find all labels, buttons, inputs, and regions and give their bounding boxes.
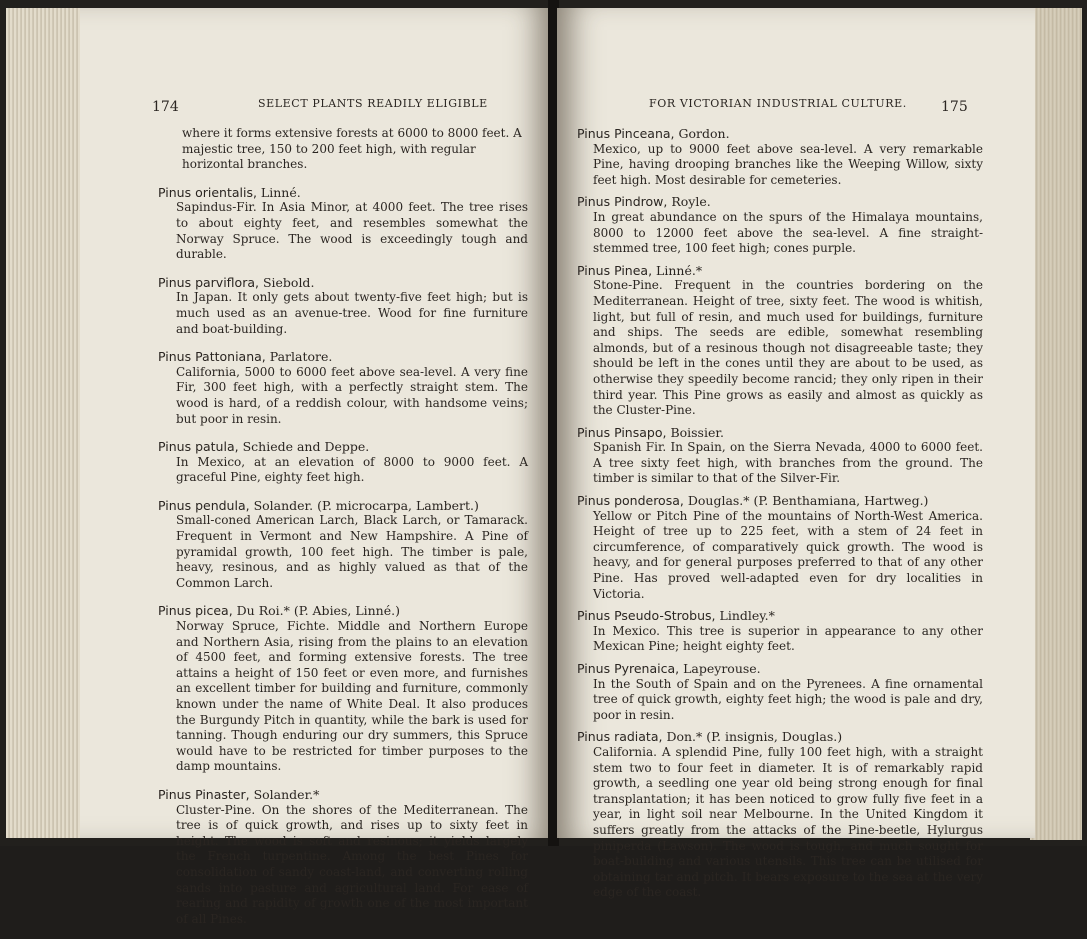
- species-entry: [577, 493, 983, 602]
- left-page-text: [158, 126, 528, 939]
- species-name: Pinus patula,: [158, 439, 239, 455]
- species-description: Norway Spruce, Fichte. Middle and Northern Europe and Northern Asia, rising from the plains to an elevation of 4500 feet, and forming extensive forests. The tree attains a height of 150 feet or even more, and furnishes an excellent timber for building and furniture, commonly known under the name of White Deal. It also produces the Burgundy Pitch in quantity, while the bark is used for tanning. Though enduring our dry summers, this Spruce would have to be restricted for timber purposes to the damp mountains.: [176, 619, 528, 774]
- species-description: Cluster-Pine. On the shores of the Mediterranean. The tree is of quick growth, and rises up to sixty feet in height. The wood is soft and resinous; it yields largely the French turpentine. Among the best Pines for consolidation of sandy coast-land, and converting rolling sands into pasture and agricultural land. For ease of rearing and rapidity of growth one of the most important of all Pines.: [176, 802, 528, 926]
- species-authority: Linné.*: [656, 262, 703, 278]
- species-authority: Lindley.*: [719, 608, 775, 624]
- species-description: In Japan. It only gets about twenty-five feet high; but is much used as an avenue-tree. Wood for fine furniture and boat-building.: [176, 290, 528, 336]
- species-entry: [158, 349, 528, 427]
- species-description: Yellow or Pitch Pine of the mountains of North-West America. Height of tree up to 225 feet, with a stem of 24 feet in circumference, of comparatively quick growth. The wood is heavy, and for general purposes preferred to that of any other Pine. Has proved well-adapted even for dry localities in Victoria.: [593, 508, 983, 601]
- species-name: Pinus Pinaster,: [158, 786, 250, 802]
- left-page-edges: [6, 8, 84, 838]
- species-name: Pinus Pattoniana,: [158, 349, 266, 365]
- header-title: SELECT PLANTS READILY ELIGIBLE: [258, 97, 488, 110]
- species-authority: Gordon.: [678, 126, 730, 141]
- species-entry: [158, 787, 528, 927]
- species-description: Stone-Pine. Frequent in the countries bordering on the Mediterranean. Height of tree, sixty feet. The wood is whitish, light, but full of resin, and much used for buildings, furniture and ships. The seeds are edible, somewhat resembling almonds, but of a resinous though not disagreeable taste; they should be left in the cones until they are about to be used, as otherwise they speedily become rancid; they only ripen in their third year. This Pine grows as easily and almost as quickly as the Cluster-Pine.: [593, 278, 983, 418]
- species-name: Pinus picea,: [158, 603, 233, 619]
- species-name: Pinus orientalis,: [158, 184, 257, 200]
- species-entry: [577, 729, 983, 901]
- species-description: California, 5000 to 6000 feet above sea-level. A very fine Fir, 300 feet high, with a perfectly straight stem. The wood is hard, of a reddish colour, with handsome veins; but poor in resin.: [176, 364, 528, 426]
- species-description: Mexico, up to 9000 feet above sea-level. A very remarkable Pine, having drooping branches like the Weeping Willow, sixty feet high. Most desirable for cemeteries.: [593, 141, 983, 187]
- species-entry: [158, 439, 528, 486]
- species-authority: Solander. (P. microcarpa, Lambert.): [253, 497, 479, 513]
- species-authority: Douglas.* (P. Benthamiana, Hartweg.): [687, 493, 929, 509]
- species-entry: [577, 194, 983, 256]
- species-entry: [577, 425, 983, 487]
- species-name: Pinus Pinceana,: [577, 126, 675, 141]
- species-authority: Linné.: [260, 184, 301, 200]
- species-authority: Solander.*: [253, 786, 320, 802]
- species-name: Pinus Pinea,: [577, 262, 653, 278]
- species-name: Pinus Pseudo-Strobus,: [577, 608, 716, 624]
- species-authority: Lapeyrouse.: [683, 661, 761, 676]
- species-description: California. A splendid Pine, fully 100 feet high, with a straight stem two to four feet in diameter. It is of remarkably rapid growth, a seedling one year old being strong enough for final transplantation; it has been noticed to grow fully five feet in a year, in light soil near Melbourne. In the United Kingdom it suffers greatly from the attacks of the Pine-beetle, Hylurgus piniperda (Lawson). The wood is tough, and much sought for boat-building and various utensils. This tree can be utilised for obtaining tar and pitch. It bears exposure to the sea at the very edge of the coast.: [593, 744, 983, 900]
- species-entry: [158, 603, 528, 775]
- species-name: Pinus ponderosa,: [577, 493, 684, 509]
- right-page-edges: [1030, 8, 1082, 840]
- species-description: In Mexico, at an elevation of 8000 to 9000 feet. A graceful Pine, eighty feet high.: [176, 454, 528, 485]
- species-description: Small-coned American Larch, Black Larch, or Tamarack. Frequent in Vermont and New Hampshire. A Pine of pyramidal growth, 100 feet high. The timber is pale, heavy, resinous, and as highly valued as that of the Common Larch.: [176, 513, 528, 590]
- right-page-text: [577, 126, 983, 907]
- species-entry: [577, 263, 983, 419]
- species-name: Pinus parviflora,: [158, 274, 259, 290]
- page-number: 174: [152, 99, 179, 115]
- species-name: Pinus Pindrow,: [577, 194, 668, 210]
- species-authority: Boissier.: [670, 424, 724, 440]
- species-authority: Royle.: [671, 194, 711, 210]
- left-page: [80, 8, 550, 926]
- species-description: In Mexico. This tree is superior in appearance to any other Mexican Pine; height eighty feet.: [593, 623, 983, 654]
- species-authority: Don.* (P. insignis, Douglas.): [666, 729, 843, 745]
- species-entry: [158, 498, 528, 592]
- species-authority: Du Roi.* (P. Abies, Linné.): [236, 603, 400, 619]
- species-entry: [158, 185, 528, 263]
- species-name: Pinus Pinsapo,: [577, 424, 667, 440]
- species-entry: [577, 608, 983, 655]
- species-authority: Schiede and Deppe.: [242, 439, 370, 455]
- header-title: FOR VICTORIAN INDUSTRIAL CULTURE.: [649, 97, 907, 110]
- species-entry: [577, 126, 983, 188]
- right-page: [557, 8, 1035, 900]
- species-description: Sapindus-Fir. In Asia Minor, at 4000 feet. The tree rises to about eighty feet, and resembles somewhat the Norway Spruce. The wood is exceedingly tough and durable.: [176, 200, 528, 262]
- species-name: Pinus radiata,: [577, 729, 663, 745]
- species-description: In great abundance on the spurs of the Himalaya mountains, 8000 to 12000 feet above the sea-level. A fine straight-stemmed tree, 100 feet high; cones purple.: [593, 209, 983, 256]
- species-entry: [158, 275, 528, 337]
- species-description: Spanish Fir. In Spain, on the Sierra Nevada, 4000 to 6000 feet. A tree sixty feet high, with branches from the ground. The timber is similar to that of the Silver-Fir.: [593, 440, 983, 486]
- continued-paragraph: where it forms extensive forests at 6000 to 8000 feet. A majestic tree, 150 to 200 feet high, with regular horizontal branches.: [182, 126, 522, 172]
- species-authority: Siebold.: [262, 274, 315, 290]
- species-entry: [577, 661, 983, 723]
- species-authority: Parlatore.: [269, 349, 333, 365]
- page-number: 175: [941, 99, 968, 115]
- species-name: Pinus Pyrenaica,: [577, 661, 680, 676]
- species-name: Pinus pendula,: [158, 497, 250, 513]
- species-description: In the South of Spain and on the Pyrenees. A fine ornamental tree of quick growth, eighty feet high; the wood is pale and dry, poor in resin.: [593, 676, 983, 722]
